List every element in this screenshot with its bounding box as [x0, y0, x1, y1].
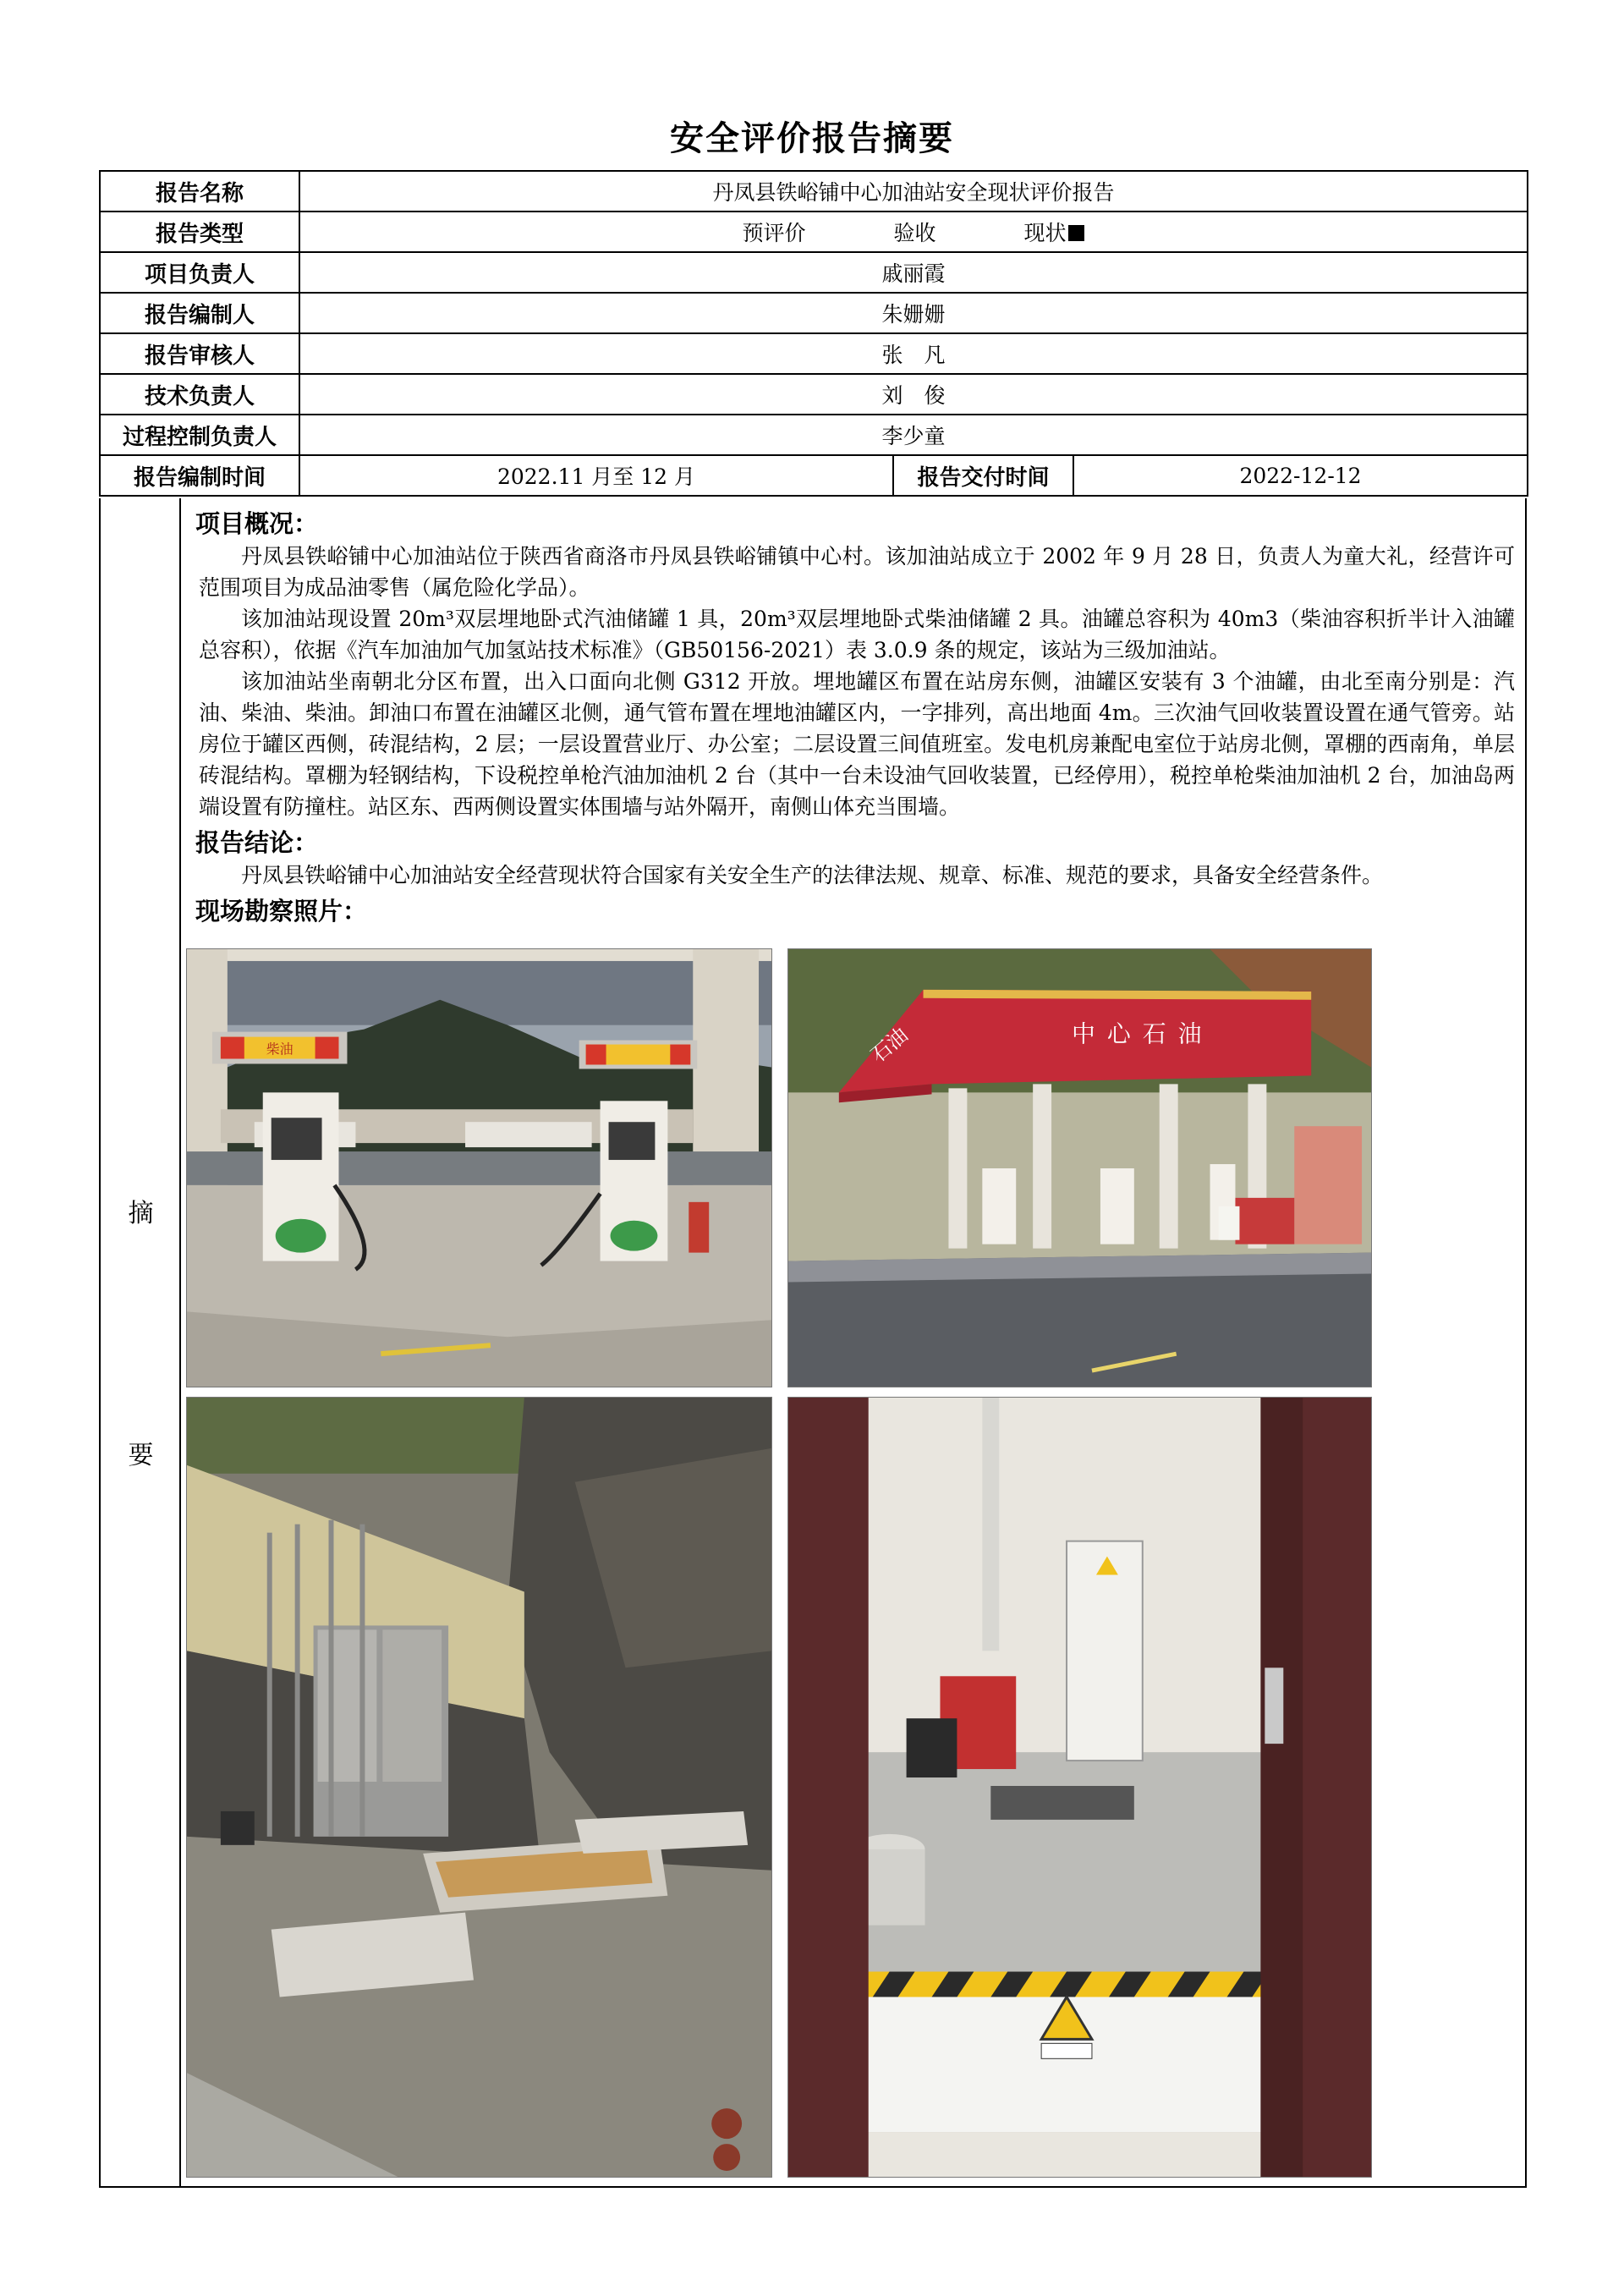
- report-name-label: 报告名称: [100, 171, 299, 212]
- table-row: [100, 252, 1528, 293]
- report-name-value: 丹凤县铁峪铺中心加油站安全现状评价报告: [299, 171, 1528, 212]
- report-type-option-pre: 预评价: [742, 221, 806, 245]
- table-row: [100, 455, 1528, 496]
- canopy-brand-label: 石油: [866, 1023, 913, 1068]
- table-row: [100, 212, 1528, 252]
- page-title: 安全评价报告摘要: [670, 119, 954, 158]
- summary-side-column: [101, 498, 181, 2186]
- conclusion-paragraph: 丹凤县铁峪铺中心加油站安全经营现状符合国家有关安全生产的法律法规、规章、标准、规范的要求，具备安全经营条件。: [241, 863, 1384, 887]
- report-type-option-current-label: 现状: [1023, 221, 1067, 245]
- table-row: [100, 374, 1528, 415]
- compile-time-value: 2022.11 月至 12 月: [299, 455, 893, 496]
- table-row: [100, 171, 1528, 212]
- summary-side-char: 摘: [128, 1199, 154, 1228]
- project-lead-label: 项目负责人: [100, 252, 299, 293]
- project-lead-value: 戚丽霞: [299, 252, 1528, 293]
- overview-paragraph: 丹凤县铁峪铺中心加油站位于陕西省商洛市丹凤县铁峪铺镇中心村。该加油站成立于 2002 年 9 月 28 日，负责人为童大礼，经营许可范围项目为成品油零售（属危险化学品）。: [199, 544, 1515, 600]
- report-info-table: [99, 170, 1528, 497]
- table-row: [100, 333, 1528, 374]
- summary-section: [99, 498, 1527, 2188]
- overview-heading: 项目概况：: [195, 509, 319, 538]
- reviewer-label: 报告审核人: [100, 333, 299, 374]
- canopy-station-name: 中心石油: [1072, 1019, 1214, 1048]
- process-lead-value: 李少童: [299, 415, 1528, 455]
- photo-tank-area: [186, 1397, 772, 2178]
- compile-time-label: 报告编制时间: [100, 455, 299, 496]
- reviewer-value: 张 凡: [299, 333, 1528, 374]
- report-type-option-current: [1023, 217, 1084, 247]
- checked-box-icon: [1068, 225, 1084, 241]
- photos-heading: 现场勘察照片：: [195, 897, 368, 926]
- compiler-label: 报告编制人: [100, 293, 299, 333]
- photo-generator-room: [787, 1397, 1372, 2178]
- overview-paragraph: 该加油站坐南朝北分区布置，出入口面向北侧 G312 开放。埋地罐区布置在站房东侧，油罐区安装有 3 个油罐，由北至南分别是：汽油、柴油、柴油。卸油口布置在油罐区北侧，通气管布置在埋地油罐区内，一字排列，高出地面 4m。三次油气回收装置设置在通气管旁。站房位于罐区西侧，砖混结构，2 层；一层设置营业厅、办公室；二层设置三间值班室。发电机房兼配电室位于站房北侧，罩棚的西南角，单层砖混结构。罩棚为轻钢结构，下设税控单枪汽油加油机 2 台（其中一台未设油气回收装置，已经停用），税控单枪柴油加油机 2 台，加油岛两端设置有防撞柱。站区东、西两侧设置实体围墙与站外隔开，南侧山体充当围墙。: [199, 669, 1515, 819]
- report-type-options: [299, 212, 1528, 252]
- photo-station-canopy: [787, 948, 1372, 1387]
- overview-paragraph: 该加油站现设置 20m³双层埋地卧式汽油储罐 1 具，20m³双层埋地卧式柴油储罐 2 具。油罐总容积为 40m3（柴油容积折半计入油罐总容积），依据《汽车加油加气加氢站技术标准》（GB50156-2021）表 3.0.9 条的规定，该站为三级加油站。: [199, 607, 1515, 662]
- table-row: [100, 293, 1528, 333]
- tech-lead-label: 技术负责人: [100, 374, 299, 415]
- delivery-time-label: 报告交付时间: [893, 455, 1073, 496]
- table-row: [100, 415, 1528, 455]
- delivery-time-value: 2022-12-12: [1073, 455, 1528, 496]
- tech-lead-value: 刘 俊: [299, 374, 1528, 415]
- process-lead-label: 过程控制负责人: [100, 415, 299, 455]
- conclusion-heading: 报告结论：: [195, 828, 319, 857]
- compiler-value: 朱姗姗: [299, 293, 1528, 333]
- photo-fuel-dispensers: [186, 948, 772, 1387]
- summary-side-char: 要: [128, 1441, 154, 1470]
- report-type-label: 报告类型: [100, 212, 299, 252]
- report-type-option-acceptance: 验收: [893, 221, 936, 245]
- diesel-sign-label: 柴油: [266, 1041, 294, 1058]
